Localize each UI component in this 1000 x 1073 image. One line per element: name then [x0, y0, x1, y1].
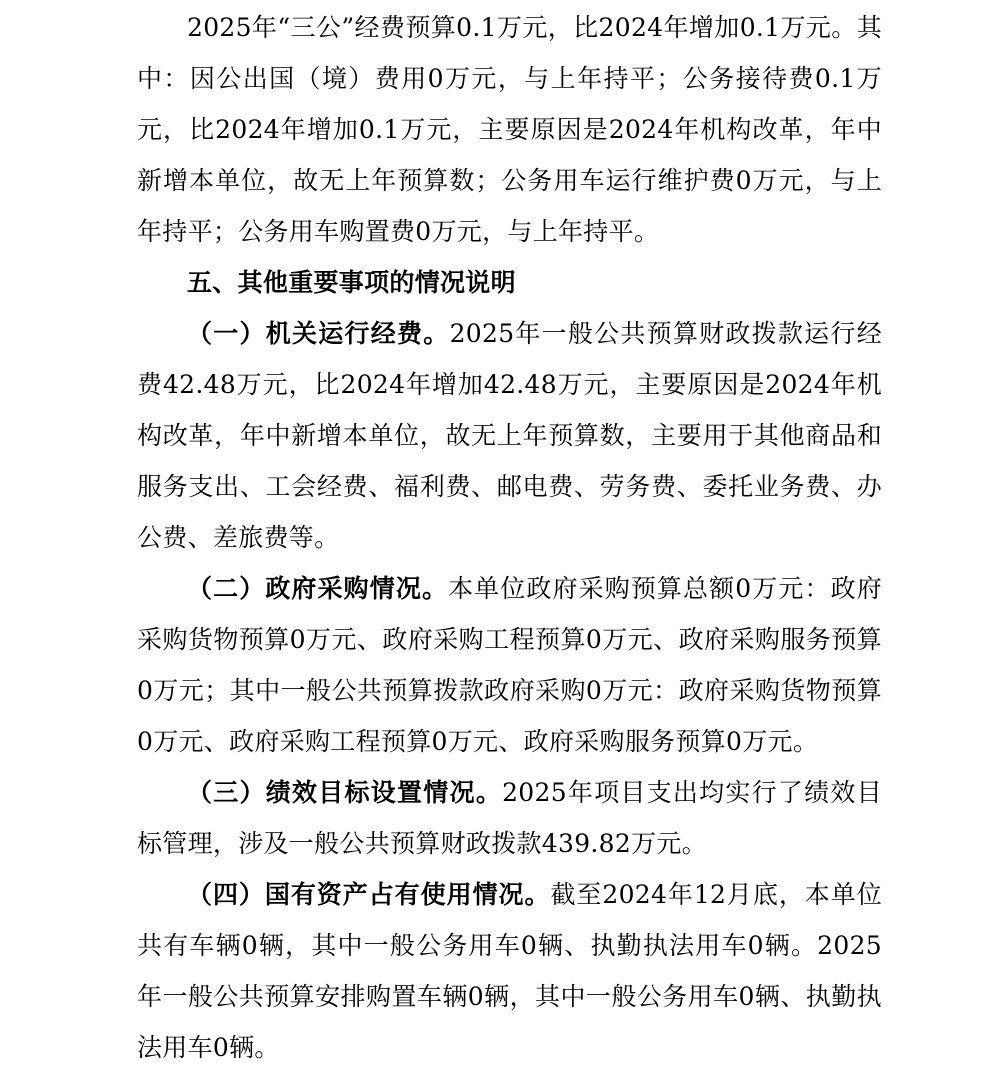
- item-lead: （二）政府采购情况。: [187, 574, 449, 603]
- paragraph-three-public-expenses: 2025年“三公”经费预算0.1万元，比2024年增加0.1万元。其中：因公出国（境）费用0万元，与上年持平；公务接待费0.1万元，比2024年增加0.1万元，主要原因是2024年机构改革，年中新增本单位，故无上年预算数；公务用车运行维护费0万元，与上年持平；公务用车购置费0万元，与上年持平。: [137, 13, 882, 246]
- section-heading-other-matters: 五、其他重要事项的情况说明: [187, 268, 516, 297]
- paragraph-state-assets: [137, 869, 882, 1073]
- paragraph-performance-targets: [137, 767, 882, 869]
- item-text: 2025年一般公共预算财政拨款运行经费42.48万元，比2024年增加42.48万元，主要原因是2024年机构改革，年中新增本单位，故无上年预算数，主要用于其他商品和服务支出、工会经费、福利费、邮电费、劳务费、委托业务费、办公费、差旅费等。: [137, 319, 882, 552]
- item-text: 本单位政府采购预算总额0万元：政府采购货物预算0万元、政府采购工程预算0万元、政府采购服务预算0万元；其中一般公共预算拨款政府采购0万元：政府采购货物预算0万元、政府采购工程预算0万元、政府采购服务预算0万元。: [137, 574, 882, 756]
- document-page: [137, 0, 882, 1073]
- item-lead: （四）国有资产占有使用情况。: [187, 880, 551, 909]
- item-text: 2025年项目支出均实行了绩效目标管理，涉及一般公共预算财政拨款439.82万元。: [137, 778, 882, 858]
- paragraph-government-procurement: [137, 563, 882, 767]
- item-lead: （三）绩效目标设置情况。: [187, 778, 503, 807]
- paragraph-agency-operating-costs: [137, 308, 882, 563]
- item-text: 截至2024年12月底，本单位共有车辆0辆，其中一般公务用车0辆、执勤执法用车0辆。2025年一般公共预算安排购置车辆0辆，其中一般公务用车0辆、执勤执法用车0辆。: [137, 880, 882, 1062]
- item-lead: （一）机关运行经费。: [187, 319, 450, 348]
